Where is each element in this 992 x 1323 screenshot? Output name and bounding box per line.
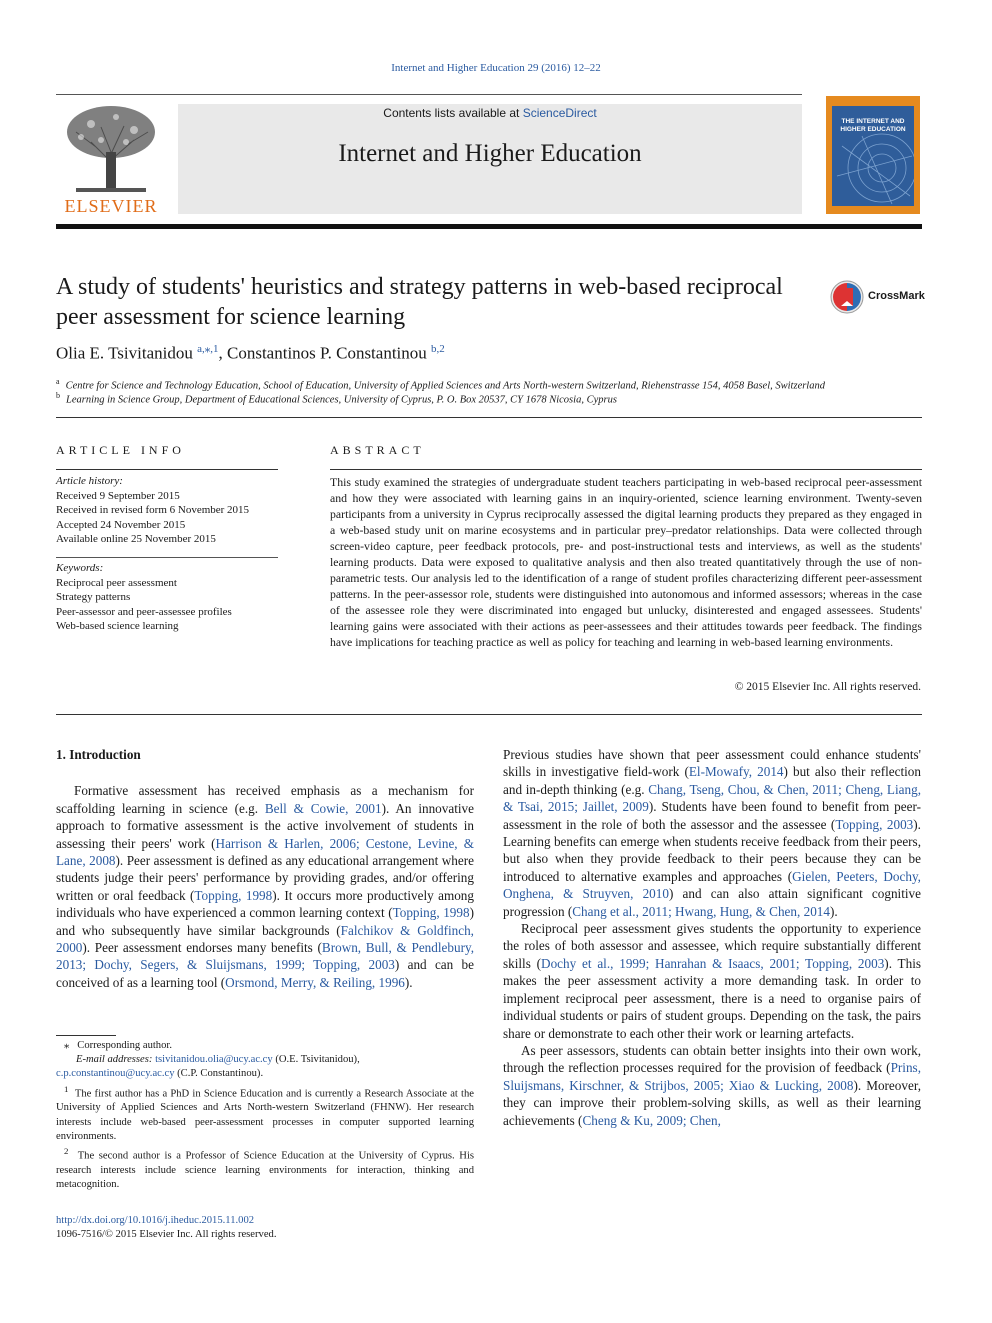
body-text: ) and can be conceived of as a learning tool ( <box>56 957 474 990</box>
body-text: Reciprocal peer assessment gives students the opportunity to experience the roles of both assessor and assessee, which require substantially different skills ( <box>503 921 921 971</box>
body-text: ). This makes the peer assessment activity a more demanding task. In order to implement reciprocal peer assessment, there is a need to organise pairs of individual students or pairs of student groups. Depending on the task, the pairs share or demonstrate to each other their work or learning artefacts. <box>503 955 921 1041</box>
citation-link[interactable]: Falchikov & Goldfinch, 2000 <box>56 922 474 956</box>
body-text: ). An innovative approach to formative assessment is the active involvement of students in assessing their peers' work ( <box>56 800 474 851</box>
keywords <box>56 561 232 634</box>
issn-line: 1096-7516/© 2015 Elsevier Inc. All rights reserved. <box>56 1229 277 1241</box>
footnote-rule <box>56 1035 116 1036</box>
citation-link[interactable]: Chang et al., 2011; Hwang, Hung, & Chen, 2014 <box>572 903 830 919</box>
divider <box>56 417 922 418</box>
footnote-emails-cont: c.p.constantinou@ucy.ac.cy (C.P. Constantinou). <box>56 1068 264 1080</box>
body-text: Formative assessment has received emphasis as a mechanism for scaffolding learning in science (e.g. <box>56 783 474 816</box>
journal-title: Internet and Higher Education <box>338 140 642 167</box>
footnote-emails: E-mail addresses: tsivitanidou.olia@ucy.ac.cy (O.E. Tsivitanidou), <box>76 1054 360 1066</box>
body-text: ). Learning benefits can emerge when students receive feedback from their peers, but also when they provide feedback to their peers because they can be introduced to alternative examples and approaches ( <box>503 816 921 884</box>
body-text: Previous studies have shown that peer assessment could enhance students' skills in investigative field-work ( <box>503 747 921 780</box>
citation-link[interactable]: El-Mowafy, 2014 <box>688 764 784 780</box>
article-info-heading: ARTICLE INFO <box>56 443 185 457</box>
body-text: ). Peer assessment endorses many benefits ( <box>82 940 322 956</box>
footnotes <box>56 1039 474 1192</box>
author-name[interactable]: Constantinos P. Constantinou <box>227 343 427 363</box>
citation-link[interactable]: Harrison & Harlen, 2006; Cestone, Levine, & Lane, 2008 <box>56 835 474 869</box>
doi-block <box>56 1214 276 1242</box>
article-title: A study of students' heuristics and strategy patterns in web-based reciprocal peer assessment for science learning <box>56 274 783 330</box>
footnote-2: $^2$ The second author is a Professor of Science Education at the University of Cyprus. His research interests include science learning environments for interaction, thinking and metacognition. <box>56 1145 475 1190</box>
citation-link[interactable]: Dochy et al., 1999; Hanrahan & Isaacs, 2001; Topping, 2003 <box>541 955 885 971</box>
citation-link[interactable]: Gielen, Peeters, Dochy, Onghena, & Struyven, 2010 <box>503 868 921 902</box>
history-label: Article history: <box>56 475 123 487</box>
sciencedirect-link[interactable]: ScienceDirect <box>522 106 597 120</box>
divider <box>56 469 278 470</box>
body-column-left <box>56 746 474 991</box>
affiliation-a: $^a$ Centre for Science and Technology Education, School of Education, University of Applied Sciences and Arts North-western Switzerland, Riehenstrasse 154, 4058 Basel, Switzerland <box>56 377 825 392</box>
email-link[interactable]: tsivitanidou.olia@ucy.ac.cy <box>155 1054 273 1066</box>
citation-link[interactable]: Brown, Bull, & Pendlebury, 2013; Dochy, Segers, & Sluijsmans, 1999; Topping, 2003 <box>56 940 474 973</box>
header-thick-rule <box>56 224 922 229</box>
divider <box>56 714 922 715</box>
contents-line: Contents lists available at ScienceDirect <box>383 106 597 120</box>
authors: Olia E. Tsivitanidou $^{a,⁎,1}$, Constantinos P. Constantinou $^{b,2}$ <box>56 343 445 363</box>
keyword: Reciprocal peer assessment <box>56 576 177 589</box>
cover-title: THE INTERNET AND HIGHER EDUCATION <box>840 118 906 133</box>
body-text: ) and can also attain significant cognitive progression ( <box>503 886 921 919</box>
doi-link[interactable]: http://dx.doi.org/10.1016/j.iheduc.2015.11.002 <box>56 1215 255 1226</box>
keyword: Peer-assessor and peer-assessee profiles <box>56 605 232 618</box>
crossmark-label: CrossMark <box>868 290 925 302</box>
paragraph <box>503 746 921 920</box>
keywords-label: Keywords: <box>56 562 104 574</box>
footnote-corresponding: ⁎ Corresponding author. <box>64 1040 172 1051</box>
abstract-copyright: © 2015 Elsevier Inc. All rights reserved. <box>734 681 921 693</box>
body-text: ). Moreover, they can improve their problem-solving skills, as well as their learning achievements ( <box>503 1077 921 1128</box>
section-heading: 1. Introduction <box>56 747 141 762</box>
body-text: ). It occurs more productively among individuals who have experienced a common learning context ( <box>56 887 474 921</box>
history-item: Received 9 September 2015 <box>56 489 180 502</box>
body-text: ) but also their reflection and in-depth thinking (e.g. <box>503 764 921 797</box>
author-marks[interactable]: b,2 <box>431 343 445 355</box>
citation-link[interactable]: Topping, 1998 <box>392 905 470 921</box>
footnote-1: $^1$ The first author has a PhD in Science Education and is currently a Research Associate at the University of Applied Sciences and Arts North-western Switzerland (FHNW). Her research interests include web-based peer-assessment processes in computer supported learning environments. <box>56 1083 475 1142</box>
paragraph <box>503 920 921 1042</box>
abstract-heading: ABSTRACT <box>330 443 425 457</box>
crossmark-icon <box>830 280 864 314</box>
cover-graphic <box>832 106 914 206</box>
header-rule <box>56 94 802 95</box>
body-text: ). Peer assessment is defined as any educational arrangement where students judge their peers' performance by providing grades, and/or offering written or oral feedback ( <box>56 853 475 903</box>
citation-link[interactable]: Bell & Cowie, 2001 <box>264 800 382 816</box>
journal-cover[interactable] <box>826 96 920 214</box>
body-column-right <box>503 746 921 1129</box>
journal-reference[interactable]: Internet and Higher Education 29 (2016) 12–22 <box>391 62 601 74</box>
author-marks[interactable]: a,⁎,1 <box>197 343 219 355</box>
body-text: ) and who subsequently have similar backgrounds ( <box>56 905 474 938</box>
history-item: Received in revised form 6 November 2015 <box>56 504 250 516</box>
citation-link[interactable]: Topping, 2003 <box>835 816 914 832</box>
body-text: ). <box>404 974 413 990</box>
paragraph <box>56 782 474 991</box>
citation-link[interactable]: Orsmond, Merry, & Reiling, 1996 <box>225 974 405 990</box>
history-item: Accepted 24 November 2015 <box>56 518 186 531</box>
affiliation-b: $^b$ Learning in Science Group, Department of Educational Sciences, University of Cyprus, P. O. Box 20537, CY 1678 Nicosia, Cyprus <box>56 391 617 406</box>
article-history <box>56 474 249 547</box>
body-text: As peer assessors, students can obtain better insights into their own work, through the reflection processes required for the provision of feedback ( <box>503 1042 921 1076</box>
crossmark-badge[interactable] <box>830 280 926 316</box>
email-link[interactable]: c.p.constantinou@ucy.ac.cy <box>56 1068 175 1080</box>
keyword: Web-based science learning <box>56 620 179 632</box>
divider <box>56 557 278 558</box>
keyword: Strategy patterns <box>56 591 131 603</box>
citation-link[interactable]: Prins, Sluijsmans, Kirschner, & Strijbos, 2005; Xiao & Lucking, 2008 <box>503 1060 921 1093</box>
abstract-text: This study examined the strategies of undergraduate student teachers participating in web-based reciprocal peer-assessment and how they were associated with learning gains in an inquiry-oriented, science learning environment. Twenty-seven participants from a university in Cyprus reciprocally assessed the digital learning products they prepared as they engaged in a web-based study unit on marine ecosystems and in particular prey–predator relationships. Data were collected through screen-video capture, peer feedback protocols, pre- and post-instructional tests and interviews, as well as the students' learning products. Data were exposed to qualitative analysis and then also treated quantitatively through the use of non-parametric tests. Our analysis led to the identification of a range of student profiles characterizing different peer-assessment patterns. In the peer-assessor role, students were distinguished into autonomous and informed assessors; whereas in the case of the assessee role they were discriminated into engaged but unlucky, disinterested and engaged assessees. Students' learning gains were associated with their actions as peer-assessees and their attitudes towards peer feedback. The findings have implications for teaching practice as well as policy for teaching and learning in web-based learning environments. <box>330 475 922 649</box>
citation-link[interactable]: Cheng & Ku, 2009; Chen, <box>582 1112 721 1128</box>
body-text: ). <box>829 903 838 919</box>
citation-link[interactable]: Topping, 1998 <box>194 887 273 903</box>
citation-link[interactable]: Chang, Tseng, Chou, & Chen, 2011; Cheng, Liang, & Tsai, 2015; Jaillet, 2009 <box>503 781 921 815</box>
paragraph <box>503 1042 921 1129</box>
history-item: Available online 25 November 2015 <box>56 533 216 545</box>
body-text: ). Students have been found to benefit from peer-assessment in the role of both the assessor and the assessee ( <box>503 799 921 832</box>
author-name[interactable]: Olia E. Tsivitanidou <box>56 343 193 363</box>
elsevier-wordmark: ELSEVIER <box>64 196 158 216</box>
divider <box>330 469 922 470</box>
